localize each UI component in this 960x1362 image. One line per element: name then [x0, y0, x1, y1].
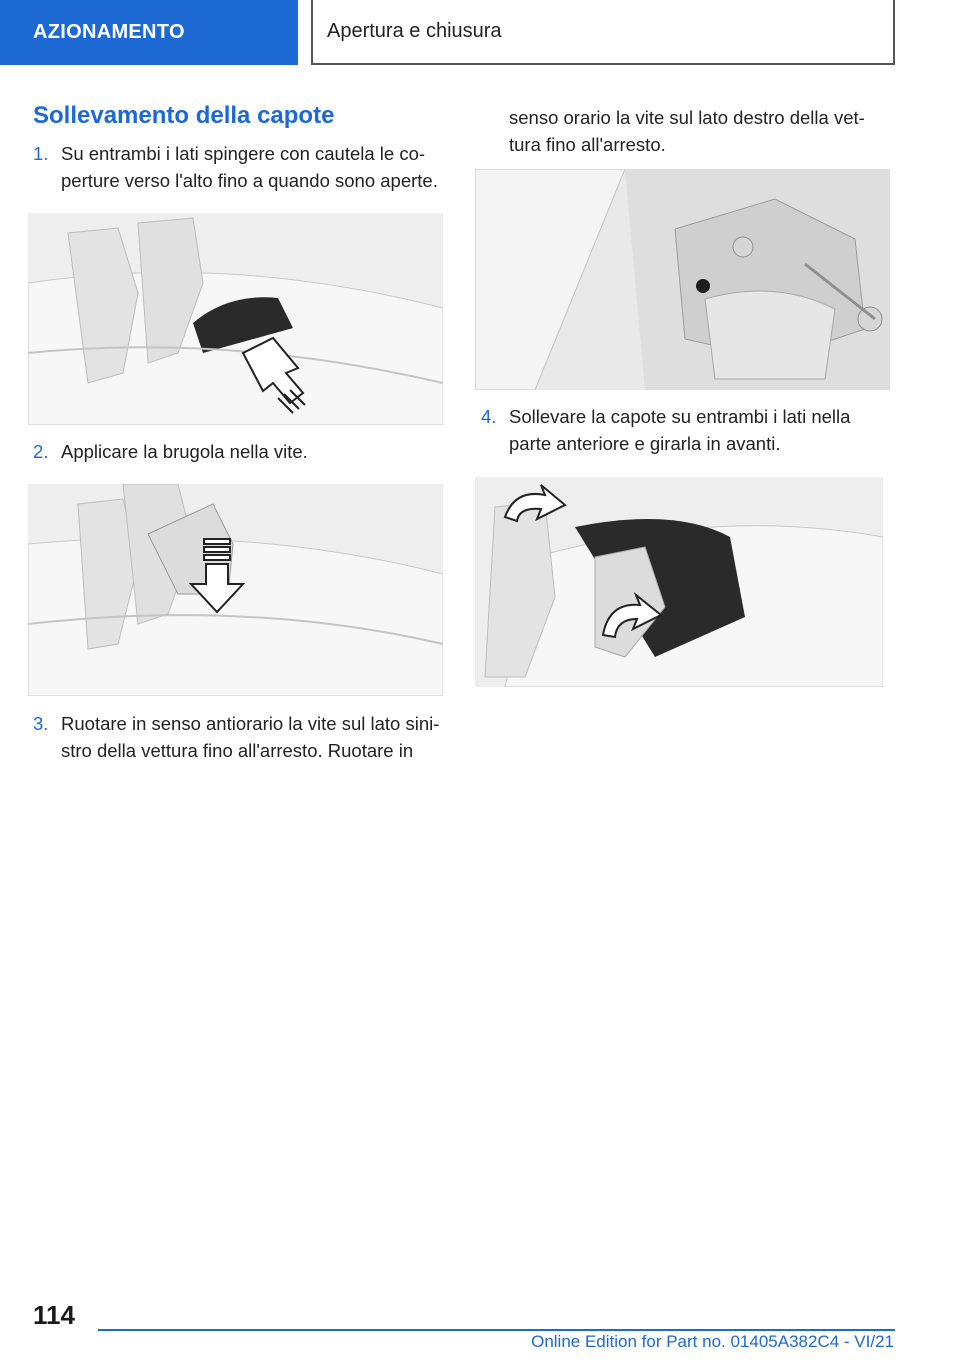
step-2 — [33, 438, 453, 465]
section-title: Apertura e chiusura — [311, 0, 895, 65]
step-text: Su entrambi i lati spingere con cautela le co-perture verso l'alto fino a quando sono aperte. — [61, 143, 438, 191]
page-number: 114 — [33, 1300, 75, 1330]
step-3 — [33, 710, 453, 764]
step-number: 3. — [33, 713, 49, 734]
illustration-open-covers — [28, 213, 443, 425]
page-heading: Sollevamento della capote — [33, 102, 335, 129]
edition-note: Online Edition for Part no. 01405A382C4 - VI/21 — [531, 1332, 894, 1351]
step-text: Sollevare la capote su entrambi i lati nella parte anteriore e girarla in avanti. — [509, 406, 851, 454]
step-number: 1. — [33, 143, 49, 164]
illustration-raise-top — [475, 477, 883, 687]
illustration-screw-detail — [475, 169, 890, 390]
chapter-tab[interactable]: AZIONAMENTO — [0, 0, 298, 65]
step-1 — [33, 140, 453, 194]
step-text: senso orario la vite sul lato destro della vet-tura fino all'arresto. — [509, 107, 865, 155]
step-number: 2. — [33, 441, 49, 462]
illustration-hex-key — [28, 484, 443, 696]
step-text: Applicare la brugola nella vite. — [61, 441, 308, 462]
step-4 — [481, 403, 891, 457]
step-text: Ruotare in senso antiorario la vite sul lato sini-stro della vettura fino all'arresto. Ruotare in — [61, 713, 440, 761]
step-3-continued — [509, 104, 889, 158]
footer-divider — [98, 1329, 895, 1331]
step-number: 4. — [481, 406, 497, 427]
